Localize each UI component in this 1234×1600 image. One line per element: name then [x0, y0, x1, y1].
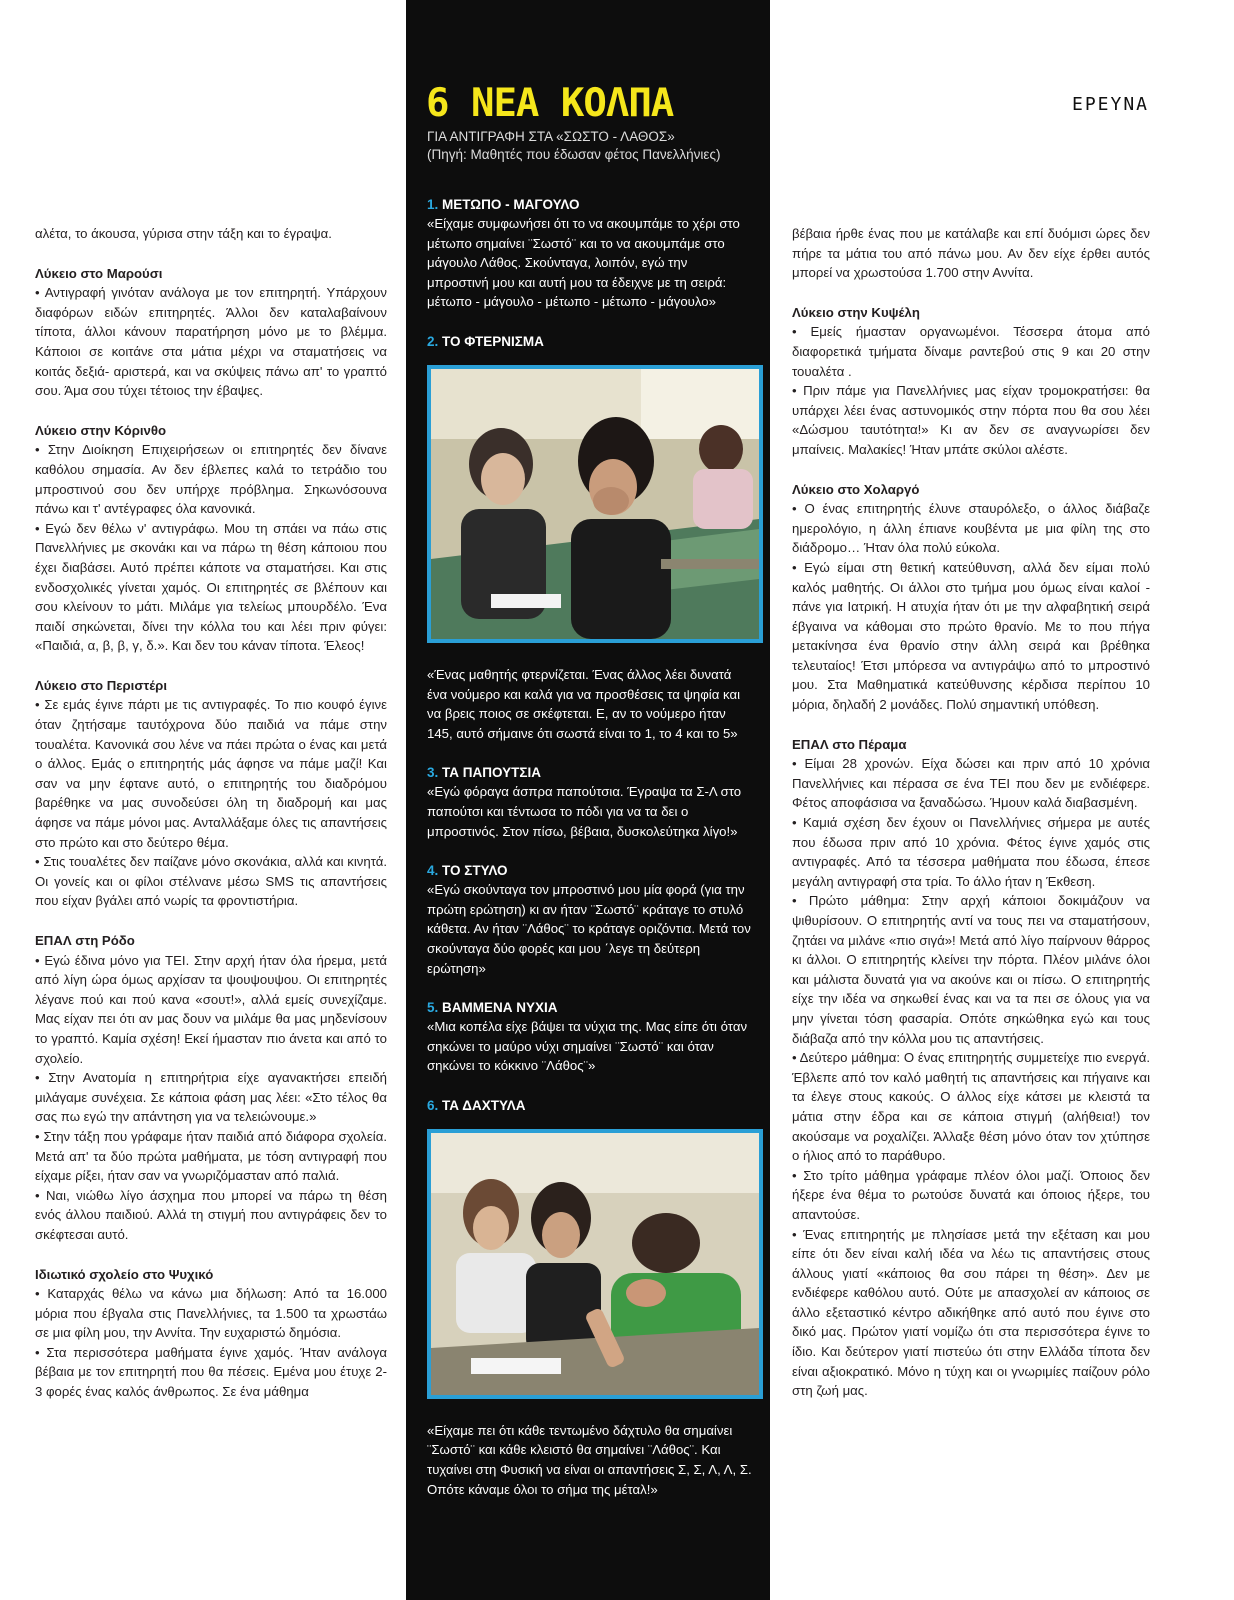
feature-title: 6 ΝΕΑ ΚΟΛΠΑ	[426, 81, 674, 126]
tip-title: ΤΑ ΔΑΧΤΥΛΑ	[442, 1097, 526, 1113]
tip-quote: «Είχαμε συμφωνήσει ότι το να ακουμπάμε το χέρι στο μέτωπο σημαίνει ¨Σωστό¨ και το να ακουμπάμε στο μάγουλο Λάθος. Σκούνταγα, λοιπόν, εγώ την μπροστινή μου και αυτή μου τα έδειχνε με τη σειρά: μέτωπο - μάγουλο - μέτωπο - μέτωπο - μάγουλο»	[427, 216, 740, 310]
tip-quote: «Εγώ σκούνταγα τον μπροστινό μου μία φορά (για την πρώτη ερώτηση) κι αν ήταν ¨Σωστό¨ κράταγε το στυλό κάθετα. Αν ήταν ¨Λάθος¨ το κράταγε οριζόντια. Μετά τον σκούνταγα δύο φορές και μου ΄λεγε τη δεύτερη ερώτηση»	[427, 882, 751, 976]
bullet-text: • Εγώ είμαι στη θετική κατεύθυνση, αλλά δεν είμαι πολύ καλός μαθητής. Οι άλλοι στο τμήμα μου όμως είναι καλοί - πάνε για Ιατρική. Η ατυχία ήταν ότι με την αλφαβητική σειρά έβγαινα να κάθομαι στο πρώτο θρανίο. Με το που πήγα μετακίνησα ένα θρανίο στην άλλη σειρά και βρέθηκα τελευταίος! Έτσι μπόρεσα να αντιγράψω από το μπροστινό μου. Στα Μαθηματικά κατεύθυνσης κέρδισα περίπου 10 μόρια, δηλαδή 2 μονάδες. Πολύ σημαντική υπόθεση.	[792, 558, 1150, 715]
section-heading: Λύκειο στην Κόρινθο	[35, 422, 167, 438]
tip-title: ΒΑΜΜΕΝΑ ΝΥΧΙΑ	[442, 1000, 558, 1016]
section-heading: ΕΠΑΛ στη Ρόδο	[35, 933, 135, 948]
tip-heading	[427, 195, 752, 214]
tip-title: ΤΟ ΣΤΥΛΟ	[442, 863, 508, 879]
tip-heading	[427, 998, 752, 1017]
subtitle-source: (Πηγή: Μαθητές που έδωσαν φέτος Πανελλήνιες)	[427, 147, 721, 162]
bullet-text: • Εγώ δεν θέλω ν' αντιγράφω. Μου τη σπάει να πάω στις Πανελλήνιες με σκονάκι και να πάρω τη θέση κάποιου που έχει διαβάσει. Αυτό πρέπει κάποτε να σταματήσει. Και στις ενδοσχολικές γίνεται χαμός. Οι επιτηρητές σε βλέπουν και σου κλείνουν το μάτι. Μιλάμε για τελείως μπουρδέλο. Ένα παιδί σηκώνεται, δίνει την κόλλα του και λέει πριν φύγει: «Παιδιά, α, β, β, γ, δ.». Και δεν του κάναν τίποτα. Έλεος!	[35, 519, 387, 656]
students-exam-illustration	[431, 369, 759, 639]
classroom-photo	[427, 365, 763, 643]
tip-title: ΜΕΤΩΠΟ - ΜΑΓΟΥΛΟ	[442, 197, 580, 212]
bullet-text: • Είμαι 28 χρονών. Είχα δώσει και πριν από 10 χρόνια Πανελλήνιες και πέρασα σε ένα ΤΕΙ που δεν με ενδιέφερε. Φέτος αποφάσισα να ξαναδώσω. Ήμουν καλά διαβασμένη.	[792, 754, 1150, 813]
section-label: ΕΡΕΥΝΑ	[1072, 94, 1150, 115]
bullet-text: • Αντιγραφή γινόταν ανάλογα με τον επιτηρητή. Υπάρχουν διαφόρων ειδών επιτηρητές. Άλλοι δεν καταλαβαίνουν τίποτα, άλλοι κάνουν παρατήρηση μόνο με το βλέμμα. Κάποιοι σε κοιτάνε στα μάτια μέχρι να σταματήσεις να κοιτάς δεξιά- αριστερά, και να σκύψεις πάνω απ' το γραπτό σου. Άμα σου τύχει τέτοιος την έβαψες.	[35, 283, 387, 401]
bullet-text: • Ένας επιτηρητής με πλησίασε μετά την εξέταση και μου είπε ότι δεν είναι καλή ιδέα να λέω τις απαντήσεις στους άλλους γιατί «κάποιος θα σου πάρει τη θέση». Δεν με ενδιέφερε καθόλου αυτό. Ούτε με απασχολεί αν κάποιος σε άλλο εξεταστικό κέντρο αδικήθηκε από αυτό που έγινε στο δικό μας. Πρώτον γιατί νομίζω ότι στα περισσότερα έγινε το ίδιο. Και δεύτερον γιατί πιστεύω ότι στην Ελλάδα τίποτα δεν είναι αξιοκρατικό. Μόνο η τύχη και οι γνωριμίες παίζουν ρόλο στη ζωή μας.	[792, 1225, 1150, 1401]
right-column	[792, 0, 1150, 1600]
left-article	[35, 224, 387, 1402]
bullet-text: • Πρώτο μάθημα: Στην αρχή κάποιοι δοκιμάζουν να ψιθυρίσουν. Ο επιτηρητής αντί να τους πει να σταματήσουν, ζητάει να μιλάνε «πιο σιγά»! Μετά από λίγο παίρνουν θάρρος κι άλλοι. Ο επιτηρητής κλείνει την πόρτα. Πλέον μιλάνε όλοι και μάλιστα δυνατά για να ακούνε και οι πίσω. Ο επιτηρητής είχε την ιδέα να σηκωθεί ένας και να τα πει σε όλους για να μην γίνεται τόση φασαρία. Οπότε σηκώθηκα εγώ και τους διάβαζα από την κόλλα μου τις απαντήσεις.	[792, 891, 1150, 1048]
tip-number: 1.	[427, 197, 439, 212]
tip-heading	[427, 1096, 752, 1115]
tip-quote: «Μια κοπέλα είχε βάψει τα νύχια της. Μας είπε ότι όταν σηκώνει το μαύρο νύχι σημαίνει ¨Σωστό¨ και όταν σηκώνει το κόκκινο ¨Λάθος¨»	[427, 1019, 748, 1074]
tip-heading	[427, 861, 752, 880]
section-heading: Ιδιωτικό σχολείο στο Ψυχικό	[35, 1266, 214, 1282]
bullet-text: • Εγώ έδινα μόνο για ΤΕΙ. Στην αρχή ήταν όλα ήρεμα, μετά από λίγη ώρα όμως αρχίσαν τα ψουψουψου. Οι επιτηρητές λέγανε πού και πού κανα «σουτ!», αλλά εμείς συνεχίζαμε. Μας είχαν πει ότι αν μας δουν να μιλάμε θα μας μηδενίσουν το γραπτό. Καμία σχέση! Εκεί ήμασταν πιο άνετα και από το σχολείο.	[35, 951, 387, 1069]
bullet-text: • Εμείς ήμασταν οργανωμένοι. Τέσσερα άτομα από διαφορετικά τμήματα δίναμε ραντεβού στις 9 και 20 στην τουαλέτα .	[792, 322, 1150, 381]
feature-subtitle	[427, 128, 720, 164]
left-column	[35, 0, 387, 1600]
students-photo	[427, 1129, 763, 1399]
bullet-text: • Στην Διοίκηση Επιχειρήσεων οι επιτηρητές δεν δίνανε καθόλου σημασία. Αν δεν έβλεπες καλά το τετράδιο του μπροστινού σου δεν υπήρχε πρόβλημα. Σηκωνόσουνα πάνω και τ' αντέγραφες όλα κανονικά.	[35, 440, 387, 518]
section-heading: Λύκειο στην Κυψέλη	[792, 304, 920, 320]
intro-text: αλέτα, το άκουσα, γύρισα στην τάξη και το έγραψα.	[35, 226, 332, 241]
tip-number: 2.	[427, 333, 439, 349]
bullet-text: • Σε εμάς έγινε πάρτι με τις αντιγραφές. Το πιο κουφό έγινε όταν ζητήσαμε ταυτόχρονα δύο παιδιά να πάμε στην τουαλέτα. Κανονικά σου λένε να πάει πρώτα ο ένας και μετά ο άλλος. Εμάς ο επιτηρητής μάς άφησε να πάμε μαζί! Και σαν να μην έφτανε αυτό, ο επιτηρητής του διαδρόμου βαρέθηκε να μας συνοδεύσει όλη τη διαδρομή και μας άφησε να πάμε μόνοι μας. Ανταλλάξαμε όλες τις απαντήσεις στο πρώτο και στο δεύτερο θέμα.	[35, 695, 387, 852]
students-hand-sign-illustration	[431, 1133, 759, 1395]
bullet-text: • Ναι, νιώθω λίγο άσχημα που μπορεί να πάρω τη θέση ενός άλλου παιδιού. Αλλά τη στιγμή που αντιγράφεις δεν το σκέφτεσαι αυτό.	[35, 1186, 387, 1245]
tip-number: 6.	[427, 1097, 439, 1113]
tip-number: 4.	[427, 863, 439, 879]
section-heading: Λύκειο στο Μαρούσι	[35, 265, 163, 281]
tips-list	[427, 195, 752, 1519]
tip-quote: «Είχαμε πει ότι κάθε τεντωμένο δάχτυλο θα σημαίνει ¨Σωστό¨ και κάθε κλειστό θα σημαίνει ¨Λάθος¨. Και τυχαίνει στη Φυσική να είναι οι απαντήσεις Σ, Σ, Λ, Λ, Σ. Οπότε κάναμε όλοι το σήμα της μέταλ!»	[427, 1422, 752, 1497]
tip-heading	[427, 332, 752, 351]
tip-quote: «Εγώ φόραγα άσπρα παπούτσια. Έγραψα τα Σ-Λ στο παπούτσι και τέντωσα το πόδι για να τα δει ο μπροστινός. Στον πίσω, βέβαια, δυσκολεύτηκα λίγο!»	[427, 784, 742, 839]
bullet-text: • Στα περισσότερα μαθήματα έγινε χαμός. Ήταν ανάλογα βέβαια με τον επιτηρητή που θα πέσεις. Εμένα μου έτυχε 2-3 φορές ένας καλός άνθρωπος. Σε ένα μάθημα	[35, 1343, 387, 1402]
bullet-text: • Στο τρίτο μάθημα γράφαμε πλέον όλοι μαζί. Όποιος δεν ήξερε ένα θέμα το ρωτούσε δυνατά και όποιος ήξερε, του απαντούσε.	[792, 1166, 1150, 1225]
subtitle-line: ΓΙΑ ΑΝΤΙΓΡΑΦΗ ΣΤΑ «ΣΩΣΤΟ - ΛΑΘΟΣ»	[427, 129, 675, 144]
tip-title: ΤΟ ΦΤΕΡΝΙΣΜΑ	[442, 333, 544, 349]
tips-sidebar	[406, 0, 770, 1600]
bullet-text: • Στην τάξη που γράφαμε ήταν παιδιά από διάφορα σχολεία. Μετά απ' τα δύο πρώτα μαθήματα, με τόση αντιγραφή που είχαμε ρίξει, ήταν σαν να γνωριζόμασταν από παλιά.	[35, 1127, 387, 1186]
tip-number: 3.	[427, 765, 439, 781]
bullet-text: • Καμιά σχέση δεν έχουν οι Πανελλήνιες σήμερα με αυτές που έδωσα πριν από 10 χρόνια. Φέτος έγινε χαμός στις αντιγραφές. Από τα τέσσερα μαθήματα που έδωσα, έπεσε μεγάλη αντιγραφή στα τρία. Το άλλο ήταν η Έκθεση.	[792, 813, 1150, 891]
tip-heading	[427, 763, 752, 782]
bullet-text: • Ο ένας επιτηρητής έλυνε σταυρόλεξο, ο άλλος διάβαζε ημερολόγιο, η άλλη έπιανε κουβέντα με μια φίλη της στο διάδρομο… Ήταν όλα πολύ εύκολα.	[792, 499, 1150, 558]
bullet-text: • Στις τουαλέτες δεν παίζανε μόνο σκονάκια, αλλά και κινητά. Οι γονείς και οι φίλοι στέλνανε μέσω SMS τις απαντήσεις που είχαν βγάλει από νωρίς τα φροντιστήρια.	[35, 852, 387, 911]
tip-title: ΤΑ ΠΑΠΟΥΤΣΙΑ	[442, 765, 542, 781]
right-article	[792, 224, 1150, 1401]
bullet-text: • Πριν πάμε για Πανελλήνιες μας είχαν τρομοκρατήσει: θα υπάρχει λέει ένας αστυνομικός στην πόρτα που θα σου λέει «Δώσμου ταυτότητα!» Κι αν δεν σε αναγνωρίσει δεν μπαίνεις. Μαλακίες! Ήταν μπάτε σκύλοι αλέστε.	[792, 381, 1150, 459]
bullet-text: • Δεύτερο μάθημα: Ο ένας επιτηρητής συμμετείχε πιο ενεργά. Έβλεπε από τον καλό μαθητή τις απαντήσεις και πήγαινε και τα έλεγε στους κακούς. Ο άλλος είχε κάτσει με κλειστά τα μάτια στην έδρα και σε κάποια στιγμή (αλήθεια!) τον ακούσαμε να ροχαλίζει. Άλλαξε θέση μόνο όταν τον χτύπησε ο ήλιος από το παράθυρο.	[792, 1048, 1150, 1166]
bullet-text: • Καταρχάς θέλω να κάνω μια δήλωση: Από τα 16.000 μόρια που έβγαλα στις Πανελλήνιες, τα 1.500 τα χρωστάω σε μια φίλη μου, την Αννίτα. Την ευχαριστώ δημόσια.	[35, 1284, 387, 1343]
section-heading: Λύκειο στο Χολαργό	[792, 481, 920, 497]
section-heading: ΕΠΑΛ στο Πέραμα	[792, 736, 907, 752]
bullet-text: • Στην Ανατομία η επιτηρήτρια είχε αγανακτήσει επειδή μιλάγαμε συνέχεια. Σε κάποια φάση μας λέει: «Στο τέλος θα σας πω εγώ την απάντηση για να τελειώνουμε.»	[35, 1068, 387, 1127]
intro-text: βέβαια ήρθε ένας που με κατάλαβε και επί δυόμισι ώρες δεν πήρε τα μάτια του από πάνω μου. Αν δεν είχε έρθει αυτός μπορεί να χρωστούσα 1.700 στην Αννίτα.	[792, 226, 1150, 281]
section-heading: Λύκειο στο Περιστέρι	[35, 677, 168, 693]
tip-quote: «Ένας μαθητής φτερνίζεται. Ένας άλλος λέει δυνατά ένα νούμερο και καλά για να προσθέσεις τα ψηφία και να βρεις ποιος σε σκέφτεται. Ε, αν το νούμερο ήταν 145, αυτό σήμαινε ότι σωστά είναι το 1, το 4 και το 5»	[427, 666, 741, 741]
tip-number: 5.	[427, 1000, 439, 1016]
